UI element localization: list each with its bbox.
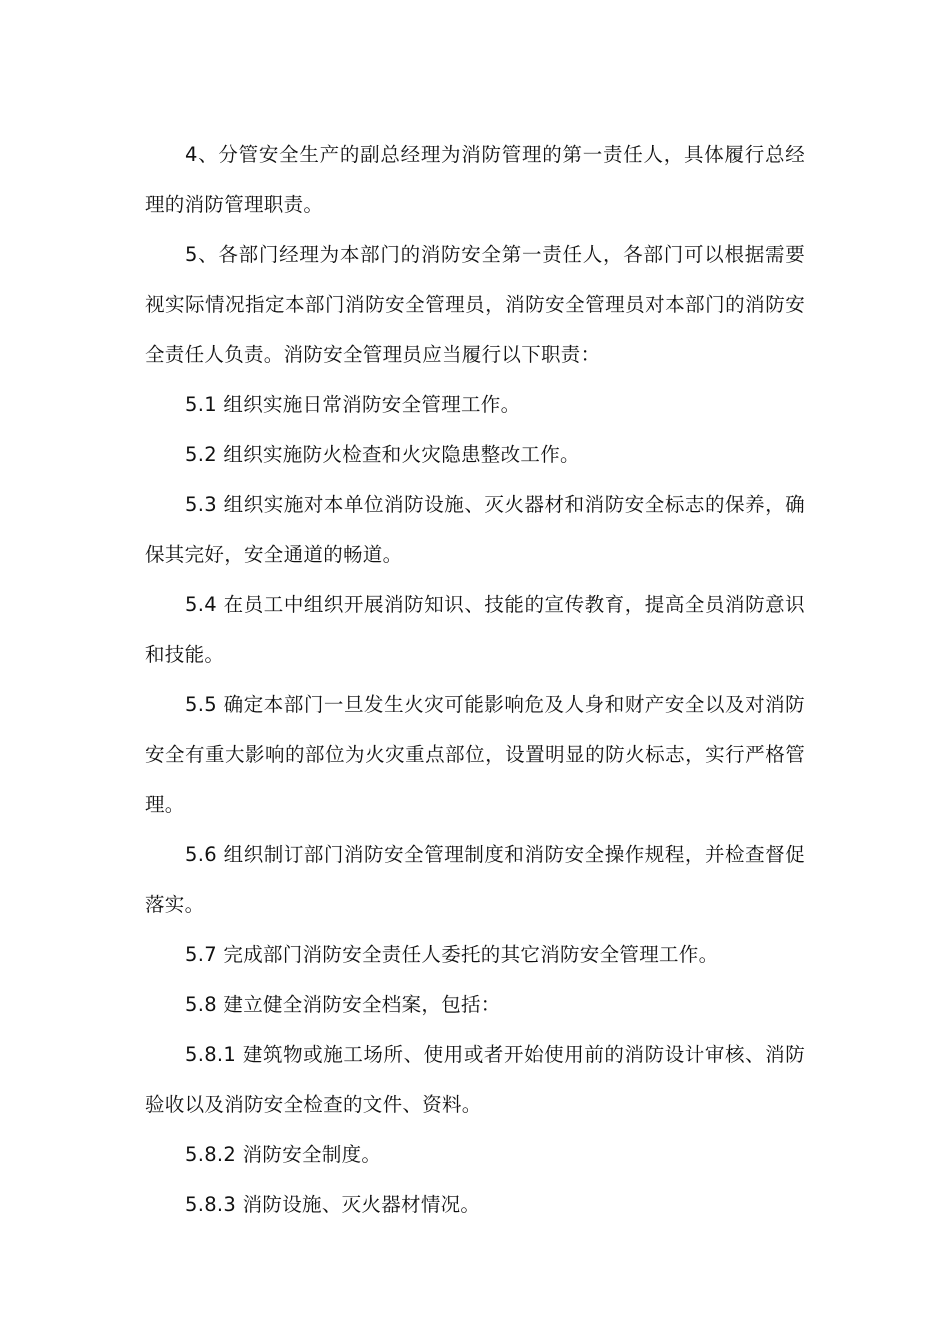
paragraph-5-4: 5.4 在员工中组织开展消防知识、技能的宣传教育，提高全员消防意识和技能。 — [145, 593, 805, 666]
paragraph-5-2: 5.2 组织实施防火检查和火灾隐患整改工作。 — [185, 443, 580, 466]
paragraph-5-8-2: 5.8.2 消防安全制度。 — [185, 1143, 382, 1166]
paragraph-5-7: 5.7 完成部门消防安全责任人委托的其它消防安全管理工作。 — [185, 943, 719, 966]
paragraph-5-8-3: 5.8.3 消防设施、灭火器材情况。 — [185, 1193, 481, 1216]
paragraph-5-6: 5.6 组织制订部门消防安全管理制度和消防安全操作规程，并检查督促落实。 — [145, 843, 805, 916]
paragraph-5: 5、各部门经理为本部门的消防安全第一责任人，各部门可以根据需要视实际情况指定本部门消防安全管理员，消防安全管理员对本部门的消防安全责任人负责。消防安全管理员应当履行以下职责： — [145, 243, 805, 366]
document-body — [145, 130, 805, 1230]
paragraph-5-5: 5.5 确定本部门一旦发生火灾可能影响危及人身和财产安全以及对消防安全有重大影响的部位为火灾重点部位，设置明显的防火标志，实行严格管理。 — [145, 693, 805, 816]
paragraph-5-8: 5.8 建立健全消防安全档案，包括： — [185, 993, 501, 1016]
paragraph-5-3: 5.3 组织实施对本单位消防设施、灭火器材和消防安全标志的保养，确保其完好，安全通道的畅道。 — [145, 493, 805, 566]
paragraph-5-8-1: 5.8.1 建筑物或施工场所、使用或者开始使用前的消防设计审核、消防验收以及消防安全检查的文件、资料。 — [145, 1043, 805, 1116]
paragraph-4: 4、分管安全生产的副总经理为消防管理的第一责任人，具体履行总经理的消防管理职责。 — [145, 143, 805, 216]
paragraph-5-1: 5.1 组织实施日常消防安全管理工作。 — [185, 393, 521, 416]
